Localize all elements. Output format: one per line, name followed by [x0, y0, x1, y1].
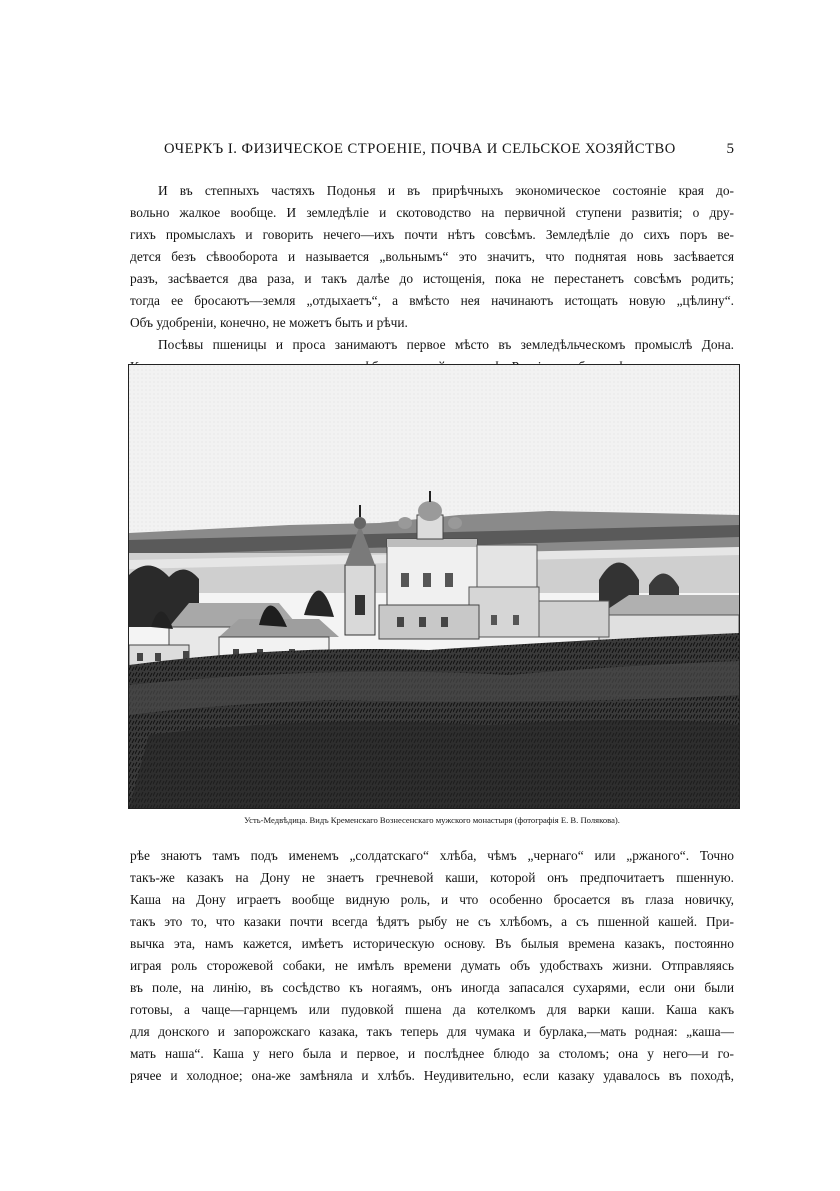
text-line: играя роль сторожевой собаки, не имѣлъ времени думать объ удобствахъ жизни. Отправляясь [130, 958, 734, 973]
text-line: вычка эта, намъ кажется, имѣетъ историческую основу. Въ былыя времена казакъ, постоянно [130, 936, 734, 951]
page-number: 5 [726, 141, 734, 157]
text-line: Посѣвы пшеницы и проса занимаютъ первое мѣсто въ земледѣльческомъ промыслѣ Дона. [158, 337, 734, 352]
text-line: Объ удобреніи, конечно, не можетъ быть и рѣчи. [130, 315, 408, 330]
text-line: вольно жалкое вообще. И земледѣліе и скотоводство на первичной ступени развитія; о дру- [130, 205, 734, 220]
text-line: мать наша“. Каша у него была и первое, и послѣднее блюдо за столомъ; она у него—и го- [130, 1046, 734, 1061]
text-line: рѣе знаютъ тамъ подъ именемъ „солдатскаго“ хлѣба, чѣмъ „чернаго“ или „ржаного“. Точно [130, 848, 734, 863]
text-line: разъ, засѣвается два раза, и такъ далѣе до истощенія, пока не перестанетъ совсѣмъ родить; [130, 271, 734, 286]
bottom-paragraphs [130, 845, 734, 1087]
header-title: ОЧЕРКЪ I. ФИЗИЧЕСКОЕ СТРОЕНІЕ, ПОЧВА И СЕЛЬСКОЕ ХОЗЯЙСТВО [164, 141, 676, 157]
monastery-photograph [128, 364, 740, 809]
text-line: такъ-же казакъ на Дону не знаетъ гречневой каши, которой онъ предпочитаетъ пшенную. [130, 870, 734, 885]
text-line: гихъ промыслахъ и говорить нечего—ихъ почти нѣтъ совсѣмъ. Земледѣліе до сихъ поръ ве- [130, 227, 734, 242]
text-line: готовы, а чаще—гарнцемъ или пудовкой пшена да котелкомъ для варки каши. Каша какъ [130, 1002, 734, 1017]
figure-caption: Усть-Медвѣдица. Видъ Кременскаго Вознесенскаго мужского монастыря (фотографія Е. В. Полякова). [244, 815, 620, 825]
text-line: тогда ее бросаютъ—земля „отдыхаетъ“, а вмѣсто нея начинаютъ истощать новую „цѣлину“. [130, 293, 734, 308]
text-line: такъ это то, что казаки почти всегда ѣдятъ рыбу не съ хлѣбомъ, а съ пшенной кашей. При- [130, 914, 734, 929]
top-paragraphs [130, 180, 734, 378]
text-line: И въ степныхъ частяхъ Подонья и въ прирѣчныхъ экономическое состояніе края до- [158, 183, 734, 198]
text-line: рячее и холодное; она-же замѣняла и хлѣбъ. Неудивительно, если казаку удавалось въ походѣ, [130, 1068, 734, 1083]
text-line: въ поле, на линію, въ сосѣдство къ ногаямъ, онъ иногда запасался сухарями, если они были [130, 980, 734, 995]
photograph-image [129, 365, 739, 808]
text-line: Каша на Дону играетъ вообще видную роль, и что особенно бросается въ глаза новичку, [130, 892, 734, 907]
text-line: дется безъ сѣвооборота и называется „вольнымъ“ это значитъ, что поднятая новь засѣвается [130, 249, 734, 264]
running-header [130, 141, 734, 165]
text-line: для донского и запорожскаго казака, такъ теперь для чумака и бурлака,—мать родная: „каша— [130, 1024, 734, 1039]
